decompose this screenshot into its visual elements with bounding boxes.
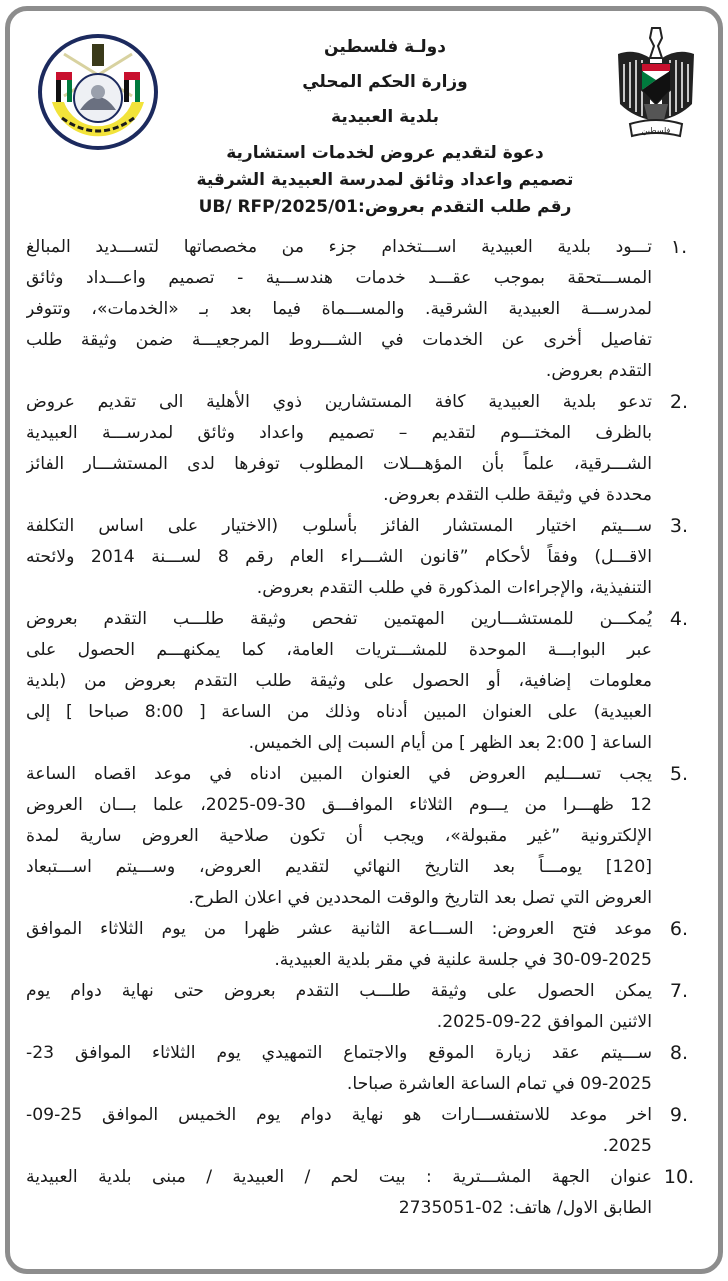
item-text [26, 1038, 652, 1100]
text-line: الاثنين الموافق 22-09-2025. [436, 1012, 652, 1032]
text-line: يُمكـــن للمستشـــارين المهتمين تفحص وثيقة طلـــب التقدم بعروض [26, 609, 652, 629]
item-text [26, 1162, 652, 1224]
text-line: محددة في وثيقة طلب التقدم بعروض. [383, 485, 652, 505]
text-line: الإلكترونية ”غير مقبولة»، ويجب أن تكون صلاحية العروض سارية لمدة [26, 826, 652, 846]
text-line: 2025. [602, 1136, 652, 1156]
item-number: 6. [669, 918, 689, 940]
list-item [16, 604, 706, 759]
text-line: يمكن الحصول على وثيقة طلـــب التقدم بعروض حتى نهاية دوام يوم [26, 981, 652, 1001]
text-line: التقدم بعروض. [545, 361, 652, 381]
item-number: 7. [669, 980, 689, 1002]
municipality-name: بلدية العبيدية [331, 107, 439, 127]
text-line: 09-2025 في تمام الساعة العاشرة صباحا. [346, 1074, 652, 1094]
text-line: 12 ظهـــرا من يـــوم الثلاثاء الموافـــق 30-09-2025، علما بـــان العروض [26, 795, 652, 815]
item-text [26, 511, 652, 604]
item-text [26, 604, 652, 759]
item-number: 5. [669, 763, 689, 785]
text-line: ســـيتم عقد زيارة الموقع والاجتماع التمهيدي يوم الثلاثاء الموافق 23- [26, 1043, 652, 1063]
item-text [26, 387, 652, 511]
item-number: 3. [669, 515, 689, 537]
announcement-items [16, 232, 706, 1224]
ministry-name: وزارة الحكم المحلي [302, 72, 468, 92]
item-number: 8. [669, 1042, 689, 1064]
text-line: تفاصيل أخرى عن الخدمات في الشـــروط المرجعيـــة ضمن وثيقة طلب [26, 330, 652, 350]
text-line: 30-09-2025 في جلسة علنية في مقر بلدية العبيدية. [274, 950, 652, 970]
text-line: تـــود بلدية العبيدية اســـتخدام جزء من مخصصاتها لتســـديد المبالغ [26, 237, 652, 257]
text-line: لمدرســـة العبيدية الشرقية. والمســـماة فيما بعد بـ «الخدمات»، وتتوفر [26, 299, 652, 319]
state-name: دولـة فلسطين [324, 37, 446, 57]
item-number: 4. [669, 608, 689, 630]
list-item [16, 232, 706, 387]
text-line: [120] يومـــاً بعد التاريخ النهائي لتقديم العروض، وســـيتم اســـتبعاد [26, 857, 652, 877]
palestine-emblem-logo [614, 24, 698, 148]
text-line: عبر البوابـــة الموحدة للمشـــتريات العامة، كما يمكنهـــم الحصول على [26, 640, 652, 660]
item-text [26, 759, 652, 914]
text-line: العروض التي تصل بعد التاريخ والوقت المحددين في اعلان الطرح. [188, 888, 652, 908]
text-line: العبيدية) على العنوان المبين أدناه وذلك من الساعة [ 8:00 صباحا ] إلى [26, 702, 652, 722]
list-item [16, 976, 706, 1038]
item-text [26, 1100, 652, 1162]
text-line: عنوان الجهة المشـــترية : بيت لحم / العبيدية / مبنى بلدية العبيدية [26, 1167, 652, 1187]
text-line: معلومات إضافية، أو الحصول على وثيقة طلب التقدم بعروض من (بلدية [26, 671, 652, 691]
list-item [16, 387, 706, 511]
item-text [26, 914, 652, 976]
item-number: 2. [669, 391, 689, 413]
list-item [16, 914, 706, 976]
rfp-number: رقم طلب التقدم بعروض:UB/ RFP/2025/01 [198, 197, 572, 217]
list-item [16, 1038, 706, 1100]
text-line: التنفيذية، والإجراءات المذكورة في طلب التقدم بعروض. [256, 578, 652, 598]
text-line: الطابق الاول/ هاتف: 02-2735051 [398, 1198, 652, 1218]
item-text [26, 976, 652, 1038]
text-line: موعد فتح العروض: الســـاعة الثانية عشر ظهرا من يوم الثلاثاء الموافق [26, 919, 652, 939]
seal-icon [36, 32, 160, 152]
list-item [16, 759, 706, 914]
item-number: ١. [670, 236, 688, 258]
title-line: دعوة لتقديم عروض لخدمات استشارية [226, 143, 544, 163]
text-line: يجب تســـليم العروض في العنوان المبين ادناه في موعد اقصاه الساعة [26, 764, 652, 784]
list-item [16, 1162, 706, 1224]
text-line: الاقـــل) وفقاً لأحكام ”قانون الشـــراء العام رقم 8 لســـنة 2014 ولائحته [26, 547, 652, 567]
text-line: الشـــرقية، علماً بأن المؤهـــلات المطلوب توفرها لدى المستشـــار الفائز [26, 454, 652, 474]
letterhead [0, 0, 728, 225]
announcement-title [150, 140, 620, 221]
text-line: ســـيتم اختيار المستشار الفائز بأسلوب (الاختيار على اساس التكلفة [26, 516, 652, 536]
list-item [16, 1100, 706, 1162]
title-line: تصميم واعداد وثائق لمدرسة العبيدية الشرقية [196, 170, 574, 190]
text-line: الساعة [ 2:00 بعد الظهر ] من أيام السبت إلى الخميس. [248, 733, 652, 753]
item-number: 10. [663, 1166, 695, 1188]
text-line: المســـتحقة بموجب عقـــد خدمات هندســـية - تصميم واعـــداد وثائق [26, 268, 652, 288]
emblem-label: فلسطين [641, 126, 671, 135]
item-number: 9. [669, 1104, 689, 1126]
municipality-seal-logo [36, 32, 160, 152]
letterhead-lines [170, 30, 600, 135]
text-line: بالظرف المختـــوم لتقديم – تصميم واعداد وثائق لمدرســـة العبيدية [26, 423, 652, 443]
text-line: اخر موعد للاستفســـارات هو نهاية دوام يوم الخميس الموافق 25-09- [26, 1105, 652, 1125]
text-line: تدعو بلدية العبيدية كافة المستشارين ذوي الأهلية الى تقديم عروض [26, 392, 652, 412]
eagle-emblem-icon [614, 24, 698, 148]
list-item [16, 511, 706, 604]
item-text [26, 232, 652, 387]
